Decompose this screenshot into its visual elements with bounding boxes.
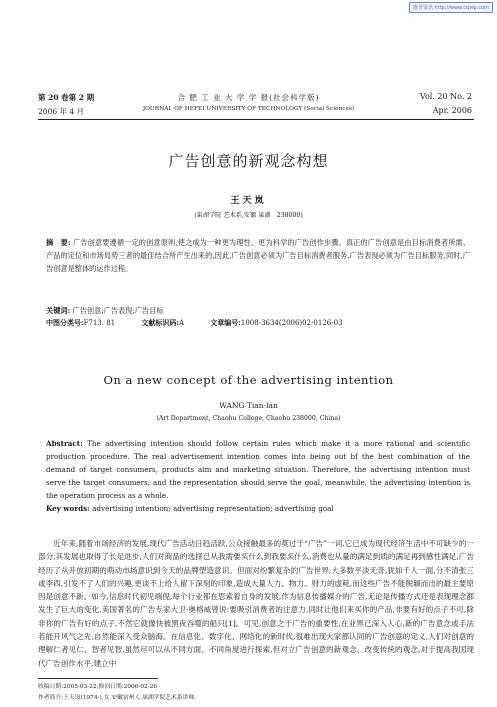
author-cn: 王天岚 <box>230 196 267 206</box>
journal-name-cn: 合 肥 工 业 大 学 学 报(社会科学版) <box>177 93 320 102</box>
footnote-received: 收稿日期:2005-03-22;修回日期:2006-02-26 <box>38 684 158 690</box>
affiliation-en: (Art Department, Chaohu College, Chaohu 238000, China) <box>156 415 341 422</box>
keywords-en-label: Key words: <box>46 504 90 513</box>
keywords-label: 关键词: <box>46 306 71 315</box>
article-no-label: 文章编号: <box>210 318 241 327</box>
keywords-text: 广告创意;广告表现;广告目标 <box>72 306 164 315</box>
abstract-en-label: Abstract: <box>46 439 83 448</box>
watermark-badge: 维普资讯 http://www.cqvip.com <box>409 2 493 13</box>
doc-code-value: A <box>179 319 185 327</box>
journal-name-en: JOURNAL OF HEFEI UNIVERSITY OF TECHNOLOGY (Social Sciences) <box>142 106 355 112</box>
article-title-cn: 广告创意的新观念构想 <box>168 152 329 170</box>
clc-label: 中图分类号: <box>46 318 84 327</box>
body-paragraph: 近年来,随着市场经济的发展,现代广告活动日趋活跃,公众接触最多的莫过于“广告”一词,它已成为现代经济生活中不可缺少的一部分,其发展也取得了长足进步,人们对商品的选择已从我需要买什么到我要买什么,消费也从量的满足到质的满足再到感性满足,广告经历了从开放初期的萌动市场意识到今天的品牌塑造意识。但面对纷繁复杂的广告世界,大多数平淡无奇,犹如千人一面,分不清张三或李四,引发不了人们的兴趣,更谈不上给人留下深刻的印象,造成大量人力、物力、财力的虚耗,而这些广告不能脱颖而出的最主要原因是创意不新。如今,信息时代初见端倪,每个行业都在思索着自身的发展,作为信息传播媒介的广告,无论是传播方式还是表现理念都发生了巨大的变化,美国著名的广告专家大卫·奥格威曾说:要吸引消费者的注意力,同时让他们来买你的产品,非要有好的点子不可,除非你的广告有好的点子,不然它就像快被黑夜吞噬的船只[1]。可见,创意之于广告的重要性,在业界已深入人心,新的广告意念或手法若能开风气之先,自然能深入受众脑海。在信息化、数字化、网络化的新时代,很难出现大家都认同的广告创意的定义,人们对创意的理解仁者见仁、智者见智,虽然尽可以从不同方面、不同角度进行探索,但对立广告创意的新观念、改变传统的观念,对于提高我国现代广告创作水平,建立中 <box>38 539 474 668</box>
abstract-en-text: The advertising intention should follow certain rules which make it a more rational and scientific production procedure. The real advertisement intention comes into being out bf the best combination of the demand of target consumers, products aim and marketing situation. Therefore, the advertising intention must serve the target consumers, and the representation should serve the goal, meanwhile, the advertising intention is the operation process as a whole. <box>46 439 470 500</box>
article-title-en: On a new concept of the advertising intention <box>103 373 394 387</box>
abstract-cn <box>46 236 470 288</box>
keywords-en-text: advertising intention; advertising representation; advertising goal <box>92 504 334 513</box>
clc-value: F713. 81 <box>83 319 116 327</box>
author-en: WANG Tian-lan <box>219 401 278 410</box>
header-rule <box>38 119 474 120</box>
article-no-value: 1008-3634(2006)02-0126-03 <box>240 319 343 327</box>
footnote-rule <box>38 678 158 679</box>
abstract-label: 摘 要: <box>46 238 71 247</box>
doc-code-label: 文献标识码: <box>141 318 179 327</box>
date-en: Apr. 2006 <box>432 106 472 115</box>
date-cn: 2006 年 4 月 <box>38 107 85 116</box>
abstract-text: 广告创意要遵循一定的创意原则,使之成为一种更为理性、更为科学的广告创作步骤。真正的广告创意是由目标消费者所需、产品的定位和市场局势三者的最佳结合所产生出来的,因此,广告创意必须为广告目标消费者服务,广告表现必须为广告目标服务,同时,广告创意是整体的运作过程。 <box>46 238 470 273</box>
abstract-en <box>46 437 470 502</box>
footnote-author: 作者简介:王天岚(1974-),女,安徽宿州人,巢湖学院艺术系讲师. <box>38 695 197 701</box>
classification-row <box>46 318 367 328</box>
volume-en: Vol. 20 No. 2 <box>419 92 472 101</box>
keywords-en <box>46 504 334 513</box>
affiliation-cn: (巢湖学院 艺术系,安徽 巢湖 238000) <box>194 212 303 219</box>
issue-cn: 第 20 卷第 2 期 <box>38 93 95 102</box>
keywords-cn <box>46 304 470 317</box>
